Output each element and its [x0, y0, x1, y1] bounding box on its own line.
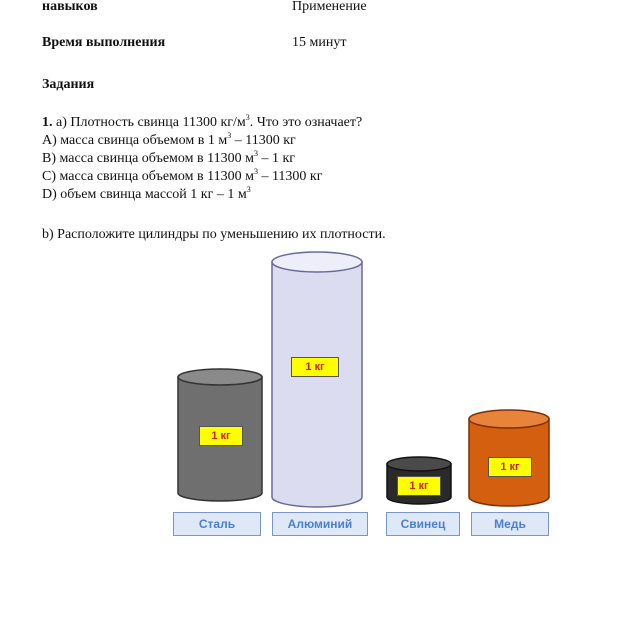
option-d-text: D) объем свинца массой 1 кг – 1 м [42, 187, 247, 202]
option-b-text: B) масса свинца объемом в 11300 м [42, 151, 254, 166]
question-sup: 3 [245, 113, 250, 122]
cylinder-aluminium [272, 252, 362, 507]
option-c-tail: – 11300 кг [257, 169, 323, 184]
label-aluminium: Алюминий [272, 512, 368, 536]
lead-mass-tag: 1 кг [397, 476, 441, 496]
option-c-text: C) масса свинца объемом в 11300 м [42, 169, 254, 184]
label-lead: Свинец [386, 512, 460, 536]
task1-number: 1. [42, 115, 53, 130]
copper-mass-tag: 1 кг [488, 457, 532, 477]
skills-label: навыков [42, 0, 98, 14]
skills-value: Применение [292, 0, 367, 14]
option-c-sup: 3 [253, 167, 258, 176]
aluminium-mass-tag: 1 кг [291, 357, 339, 377]
label-copper: Медь [471, 512, 549, 536]
option-b-tail: – 1 кг [257, 151, 295, 166]
duration-value: 15 минут [292, 35, 347, 50]
option-a-sup: 3 [227, 131, 232, 140]
option-a-tail: – 11300 кг [231, 133, 296, 148]
option-a-text: A) масса свинца объемом в 1 м [42, 133, 228, 148]
task1-part-b: b) Расположите цилиндры по уменьшению их плотности. [42, 227, 386, 242]
label-steel: Сталь [173, 512, 261, 536]
question-text: a) Плотность свинца 11300 кг/м [56, 115, 246, 130]
option-d-sup: 3 [246, 185, 251, 194]
section-title: Задания [42, 77, 95, 92]
duration-label: Время выполнения [42, 35, 166, 50]
question-tail: . Что это означает? [249, 115, 363, 130]
steel-mass-tag: 1 кг [199, 426, 243, 446]
option-b-sup: 3 [253, 149, 258, 158]
